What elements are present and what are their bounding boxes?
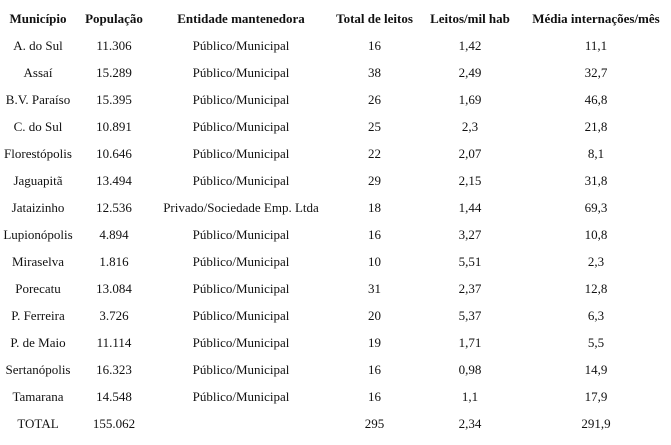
cell-municipio: Tamarana <box>12 388 64 404</box>
table-row <box>0 113 671 140</box>
cell-total-leitos: 31 <box>368 280 381 296</box>
cell-leitos-mil-hab: 1,42 <box>458 37 482 53</box>
cell-entidade: Público/Municipal <box>192 226 290 242</box>
cell-media-internacoes: 11,1 <box>584 37 608 53</box>
table-row <box>0 329 671 356</box>
cell-media-internacoes: 291,9 <box>581 415 611 431</box>
cell-leitos-mil-hab: 2,07 <box>458 145 482 161</box>
cell-municipio: P. Ferreira <box>11 307 65 323</box>
header-leitos-mil-hab: Leitos/mil hab <box>430 10 510 26</box>
cell-total-leitos: 25 <box>368 118 381 134</box>
cell-media-internacoes: 21,8 <box>584 118 608 134</box>
header-entidade-mantenedora: Entidade mantenedora <box>177 10 305 26</box>
cell-media-internacoes: 8,1 <box>587 145 605 161</box>
table-row <box>0 86 671 113</box>
cell-total-leitos: 295 <box>364 415 385 431</box>
cell-total-leitos: 29 <box>368 172 381 188</box>
table-row <box>0 248 671 275</box>
cell-media-internacoes: 12,8 <box>584 280 608 296</box>
cell-entidade: Público/Municipal <box>192 145 290 161</box>
cell-populacao: 10.891 <box>96 118 132 134</box>
cell-entidade: Privado/Sociedade Emp. Ltda <box>163 199 319 215</box>
cell-entidade: Público/Municipal <box>192 37 290 53</box>
cell-populacao: 15.395 <box>96 91 132 107</box>
cell-leitos-mil-hab: 2,37 <box>458 280 482 296</box>
header-media-internacoes-mes: Média internações/mês <box>532 10 660 26</box>
cell-media-internacoes: 46,8 <box>584 91 608 107</box>
cell-total-leitos: 26 <box>368 91 381 107</box>
table-body <box>0 32 671 437</box>
cell-entidade: Público/Municipal <box>192 91 290 107</box>
cell-municipio: Lupionópolis <box>3 226 73 242</box>
hospital-data-table <box>0 5 671 437</box>
cell-total-leitos: 19 <box>368 334 381 350</box>
table-row <box>0 221 671 248</box>
cell-media-internacoes: 32,7 <box>584 64 608 80</box>
cell-populacao: 12.536 <box>96 199 132 215</box>
table-row <box>0 59 671 86</box>
cell-total-leitos: 16 <box>368 37 381 53</box>
cell-municipio: Florestópolis <box>4 145 72 161</box>
cell-municipio: TOTAL <box>17 415 59 431</box>
table-row <box>0 194 671 221</box>
cell-municipio: C. do Sul <box>13 118 63 134</box>
cell-entidade <box>152 410 330 437</box>
cell-populacao: 16.323 <box>96 361 132 377</box>
cell-populacao: 14.548 <box>96 388 132 404</box>
cell-entidade: Público/Municipal <box>192 172 290 188</box>
cell-media-internacoes: 17,9 <box>584 388 608 404</box>
cell-municipio: P. de Maio <box>10 334 66 350</box>
cell-municipio: A. do Sul <box>13 37 63 53</box>
cell-municipio: Jaguapitã <box>13 172 63 188</box>
cell-populacao: 10.646 <box>96 145 132 161</box>
cell-municipio: Assaí <box>23 64 53 80</box>
cell-populacao: 4.894 <box>99 226 129 242</box>
cell-media-internacoes: 2,3 <box>587 253 605 269</box>
cell-total-leitos: 16 <box>368 226 381 242</box>
cell-leitos-mil-hab: 1,71 <box>458 334 482 350</box>
cell-populacao: 15.289 <box>96 64 132 80</box>
cell-populacao: 11.306 <box>96 37 132 53</box>
cell-leitos-mil-hab: 0,98 <box>458 361 482 377</box>
table-row <box>0 356 671 383</box>
cell-leitos-mil-hab: 2,34 <box>458 415 482 431</box>
cell-leitos-mil-hab: 1,1 <box>461 388 479 404</box>
cell-entidade: Público/Municipal <box>192 388 290 404</box>
cell-municipio: Jataizinho <box>11 199 65 215</box>
table-row <box>0 383 671 410</box>
cell-entidade: Público/Municipal <box>192 307 290 323</box>
cell-leitos-mil-hab: 1,69 <box>458 91 482 107</box>
cell-municipio: Porecatu <box>15 280 61 296</box>
table-row <box>0 32 671 59</box>
cell-populacao: 11.114 <box>96 334 132 350</box>
cell-leitos-mil-hab: 5,51 <box>458 253 482 269</box>
cell-municipio: Miraselva <box>12 253 64 269</box>
table-row <box>0 167 671 194</box>
cell-total-leitos: 16 <box>368 361 381 377</box>
cell-media-internacoes: 6,3 <box>587 307 605 323</box>
cell-leitos-mil-hab: 1,44 <box>458 199 482 215</box>
cell-populacao: 13.084 <box>96 280 132 296</box>
cell-media-internacoes: 69,3 <box>584 199 608 215</box>
cell-municipio: B.V. Paraíso <box>5 91 71 107</box>
cell-populacao: 155.062 <box>92 415 136 431</box>
cell-entidade: Público/Municipal <box>192 361 290 377</box>
table-row <box>0 302 671 329</box>
cell-media-internacoes: 10,8 <box>584 226 608 242</box>
cell-leitos-mil-hab: 2,49 <box>458 64 482 80</box>
cell-total-leitos: 10 <box>368 253 381 269</box>
cell-media-internacoes: 5,5 <box>587 334 605 350</box>
cell-entidade: Público/Municipal <box>192 253 290 269</box>
cell-total-leitos: 18 <box>368 199 381 215</box>
cell-entidade: Público/Municipal <box>192 334 290 350</box>
cell-leitos-mil-hab: 5,37 <box>458 307 482 323</box>
cell-municipio: Sertanópolis <box>5 361 71 377</box>
header-municipio: Município <box>9 10 67 26</box>
table-row <box>0 275 671 302</box>
cell-media-internacoes: 14,9 <box>584 361 608 377</box>
cell-leitos-mil-hab: 2,15 <box>458 172 482 188</box>
cell-leitos-mil-hab: 2,3 <box>461 118 479 134</box>
cell-entidade: Público/Municipal <box>192 280 290 296</box>
header-populacao: População <box>85 10 143 26</box>
cell-leitos-mil-hab: 3,27 <box>458 226 482 242</box>
cell-entidade: Público/Municipal <box>192 64 290 80</box>
header-total-de-leitos: Total de leitos <box>336 10 413 26</box>
cell-media-internacoes: 31,8 <box>584 172 608 188</box>
cell-total-leitos: 20 <box>368 307 381 323</box>
table-row <box>0 140 671 167</box>
cell-total-leitos: 16 <box>368 388 381 404</box>
header-row <box>0 5 671 32</box>
cell-total-leitos: 38 <box>368 64 381 80</box>
cell-populacao: 1.816 <box>99 253 129 269</box>
cell-total-leitos: 22 <box>368 145 381 161</box>
cell-populacao: 3.726 <box>99 307 129 323</box>
total-row <box>0 410 671 437</box>
cell-populacao: 13.494 <box>96 172 132 188</box>
cell-entidade: Público/Municipal <box>192 118 290 134</box>
